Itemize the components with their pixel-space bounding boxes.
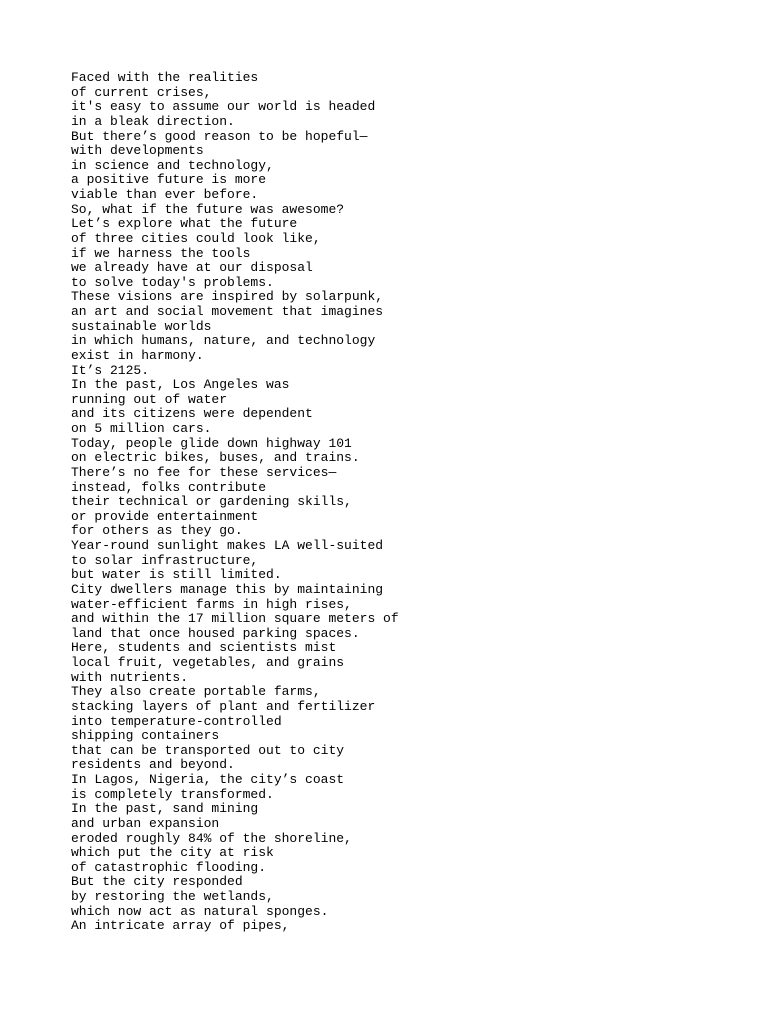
text-line: it's easy to assume our world is headed <box>71 99 376 115</box>
text-line: Let’s explore what the future <box>71 216 298 232</box>
text-line: if we harness the tools <box>71 245 251 261</box>
text-line: which now act as natural sponges. <box>71 903 329 919</box>
text-line: and within the 17 million square meters of <box>71 611 399 627</box>
text-line: into temperature-controlled <box>71 713 282 729</box>
text-line: exist in harmony. <box>71 347 204 363</box>
text-line: to solar infrastructure, <box>71 552 259 568</box>
text-line: local fruit, vegetables, and grains <box>71 655 345 670</box>
text-line: is completely transformed. <box>71 786 274 802</box>
text-line: sustainable worlds <box>71 318 212 334</box>
text-line: on electric bikes, buses, and trains. <box>71 450 360 466</box>
text-line: of current crises, <box>71 84 212 100</box>
text-line: for others as they go. <box>71 523 243 539</box>
text-line: instead, folks contribute <box>71 479 267 495</box>
text-line: by restoring the wetlands, <box>71 889 274 904</box>
text-line: But there’s good reason to be hopeful— <box>71 128 368 144</box>
text-line: to solve today's problems. <box>71 274 274 290</box>
text-line: It’s 2125. <box>71 362 150 378</box>
text-line: But the city responded <box>71 874 243 890</box>
transcript-text <box>71 71 399 934</box>
text-line: with nutrients. <box>71 669 189 685</box>
text-line: and urban expansion <box>71 815 220 831</box>
text-line: In the past, Los Angeles was <box>71 377 290 393</box>
text-line: that can be transported out to city <box>71 742 345 758</box>
text-line: Here, students and scientists mist <box>71 640 337 656</box>
text-line: with developments <box>71 143 204 159</box>
text-line: or provide entertainment <box>71 508 259 524</box>
text-line: Faced with the realities <box>71 70 259 85</box>
text-line: There’s no fee for these services— <box>71 464 337 480</box>
text-line: They also create portable farms, <box>71 684 321 700</box>
text-line: land that once housed parking spaces. <box>71 625 360 641</box>
text-line: viable than ever before. <box>71 187 259 202</box>
text-line: Year-round sunlight makes LA well-suited <box>71 538 384 553</box>
text-line: Today, people glide down highway 101 <box>71 435 352 451</box>
text-line: which put the city at risk <box>71 845 274 861</box>
text-line: a positive future is more <box>71 172 267 188</box>
text-line: In Lagos, Nigeria, the city’s coast <box>71 772 345 787</box>
text-line: stacking layers of plant and fertilizer <box>71 698 376 714</box>
text-line: and its citizens were dependent <box>71 406 313 422</box>
text-line: in science and technology, <box>71 157 274 173</box>
text-line: on 5 million cars. <box>71 421 212 436</box>
text-line: of catastrophic flooding. <box>71 859 267 875</box>
text-line: water-efficient farms in high rises, <box>71 596 352 612</box>
text-line: eroded roughly 84% of the shoreline, <box>71 830 352 846</box>
text-line: So, what if the future was awesome? <box>71 201 345 217</box>
text-line: These visions are inspired by solarpunk, <box>71 289 384 305</box>
text-line: residents and beyond. <box>71 757 235 773</box>
text-line: of three cities could look like, <box>71 230 321 246</box>
text-line: An intricate array of pipes, <box>71 918 290 934</box>
text-line: In the past, sand mining <box>71 801 259 817</box>
text-line: in a bleak direction. <box>71 113 235 129</box>
text-line: shipping containers <box>71 728 220 744</box>
text-line: an art and social movement that imagines <box>71 304 384 319</box>
text-line: but water is still limited. <box>71 567 282 583</box>
text-line: we already have at our disposal <box>71 260 313 276</box>
text-line: running out of water <box>71 391 228 407</box>
text-line: in which humans, nature, and technology <box>71 333 376 349</box>
text-line: City dwellers manage this by maintaining <box>71 581 384 597</box>
text-line: their technical or gardening skills, <box>71 494 352 510</box>
